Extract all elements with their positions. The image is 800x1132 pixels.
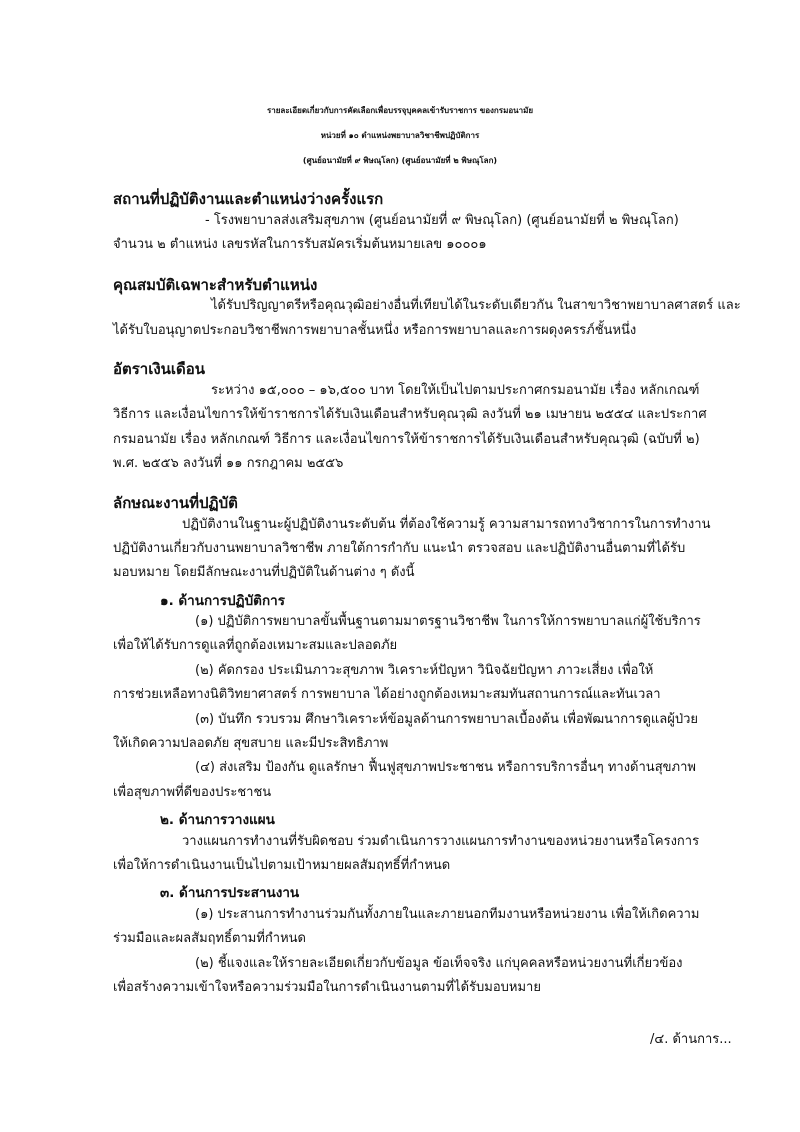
subheading-operations: ๑. ด้านการปฏิบัติการ [160, 593, 285, 609]
location-line-1: - โรงพยาบาลส่งเสริมสุขภาพ (ศูนย์อนามัยที่ ๙ พิษณุโลก) (ศูนย์อนามัยที่ ๒ พิษณุโลก) [205, 213, 679, 228]
coordination-item-2a: (๒) ชี้แจงและให้รายละเอียดเกี่ยวกับข้อมูล ข้อเท็จจริง แก่บุคคลหรือหน่วยงานที่เกี่ยวข้อง [195, 956, 683, 971]
coordination-item-1a: (๑) ประสานการทำงานร่วมกันทั้งภายในและภายนอกทีมงานหรือหน่วยงาน เพื่อให้เกิดความ [195, 907, 700, 922]
operations-item-1a: (๑) ปฏิบัติการพยาบาลขั้นพื้นฐานตามมาตรฐานวิชาชีพ ในการให้การพยาบาลแก่ผู้ใช้บริการ [195, 614, 701, 629]
operations-item-4b: เพื่อสุขภาพที่ดีของประชาชน [113, 785, 272, 800]
duties-intro-3: มอบหมาย โดยมีลักษณะงานที่ปฏิบัติในด้านต่าง ๆ ดังนี้ [113, 565, 415, 580]
planning-line-1: วางแผนการทำงานที่รับผิดชอบ ร่วมดำเนินการวางแผนการทำงานของหน่วยงานหรือโครงการ [182, 834, 700, 849]
duties-intro-1: ปฏิบัติงานในฐานะผู้ปฏิบัติงานระดับต้น ที่ต้องใช้ความรู้ ความสามารถทางวิชาการในการทำงาน [182, 517, 711, 532]
subheading-coordination: ๓. ด้านการประสานงาน [160, 885, 300, 901]
heading-duties: ลักษณะงานที่ปฏิบัติ [113, 494, 238, 512]
heading-qualification: คุณสมบัติเฉพาะสำหรับตำแหน่ง [113, 276, 318, 294]
salary-line-2: วิธีการ และเงื่อนไขการให้ข้าราชการได้รับเงินเดือนสำหรับคุณวุฒิ ลงวันที่ ๒๑ เมษายน ๒๕๕๔ และประกาศ [113, 407, 707, 422]
title-line-1: รายละเอียดเกี่ยวกับการคัดเลือกเพื่อบรรจุบุคคลเข้ารับราชการ ของกรมอนามัย [266, 106, 534, 115]
duties-intro-2: ปฏิบัติงานเกี่ยวกับงานพยาบาลวิชาชีพ ภายใต้การกำกับ แนะนำ ตรวจสอบ และปฏิบัติงานอื่นตามที่ได้รับ [113, 541, 686, 556]
salary-line-3: กรมอนามัย เรื่อง หลักเกณฑ์ วิธีการ และเงื่อนไขการให้ข้าราชการได้รับเงินเดือนสำหรับคุณวุฒิ (ฉบับที่ ๒) [113, 432, 700, 447]
location-line-2: จำนวน ๒ ตำแหน่ง เลขรหัสในการรับสมัครเริ่มต้นหมายเลข ๑๐๐๐๑ [113, 237, 487, 252]
operations-item-4a: (๔) ส่งเสริม ป้องกัน ดูแลรักษา ฟื้นฟูสุขภาพประชาชน หรือการบริการอื่นๆ ทางด้านสุขภาพ [195, 760, 696, 775]
title-line-3: (ศูนย์อนามัยที่ ๙ พิษณุโลก) (ศูนย์อนามัยที่ ๒ พิษณุโลก) [302, 156, 498, 165]
operations-item-2a: (๒) คัดกรอง ประเมินภาวะสุขภาพ วิเคราะห์ปัญหา วินิจฉัยปัญหา ภาวะเสี่ยง เพื่อให้ [195, 663, 654, 678]
coordination-item-2b: เพื่อสร้างความเข้าใจหรือความร่วมมือในการดำเนินงานตามที่ได้รับมอบหมาย [113, 980, 541, 995]
qualification-line-1: ได้รับปริญญาตรีหรือคุณวุฒิอย่างอื่นที่เทียบได้ในระดับเดียวกัน ในสาขาวิชาพยาบาลศาสตร์ และ [211, 298, 741, 313]
salary-line-4: พ.ศ. ๒๕๕๖ ลงวันที่ ๑๑ กรกฎาคม ๒๕๕๖ [113, 456, 344, 471]
heading-salary: อัตราเงินเดือน [113, 360, 206, 378]
operations-item-3a: (๓) บันทึก รวบรวม ศึกษาวิเคราะห์ข้อมูลด้านการพยาบาลเบื้องต้น เพื่อพัฒนาการดูแลผู้ป่วย [195, 712, 699, 727]
operations-item-2b: การช่วยเหลือทางนิติวิทยาศาสตร์ การพยาบาล ได้อย่างถูกต้องเหมาะสมทันสถานการณ์และทันเวลา [113, 687, 661, 702]
heading-location: สถานที่ปฏิบัติงานและตำแหน่งว่างครั้งแรก [113, 190, 384, 208]
title-line-2: หน่วยที่ ๑๐ ตำแหน่งพยาบาลวิชาชีพปฏิบัติการ [320, 131, 480, 140]
qualification-line-2: ได้รับใบอนุญาตประกอบวิชาชีพการพยาบาลชั้นหนึ่ง หรือการพยาบาลและการผดุงครรภ์ชั้นหนึ่ง [113, 323, 637, 338]
planning-line-2: เพื่อให้การดำเนินงานเป็นไปตามเป้าหมายผลสัมฤทธิ์ที่กำหนด [113, 858, 451, 873]
page-continuation-footer: /๔. ด้านการ... [650, 1032, 732, 1047]
operations-item-1b: เพื่อให้ได้รับการดูแลที่ถูกต้องเหมาะสมและปลอดภัย [113, 638, 398, 653]
salary-line-1: ระหว่าง ๑๕,๐๐๐ – ๑๖,๕๐๐ บาท โดยให้เป็นไปตามประกาศกรมอนามัย เรื่อง หลักเกณฑ์ [211, 383, 700, 398]
coordination-item-1b: ร่วมมือและผลสัมฤทธิ์ตามที่กำหนด [113, 931, 306, 946]
subheading-planning: ๒. ด้านการวางแผน [160, 812, 275, 828]
operations-item-3b: ให้เกิดความปลอดภัย สุขสบาย และมีประสิทธิภาพ [113, 736, 389, 751]
